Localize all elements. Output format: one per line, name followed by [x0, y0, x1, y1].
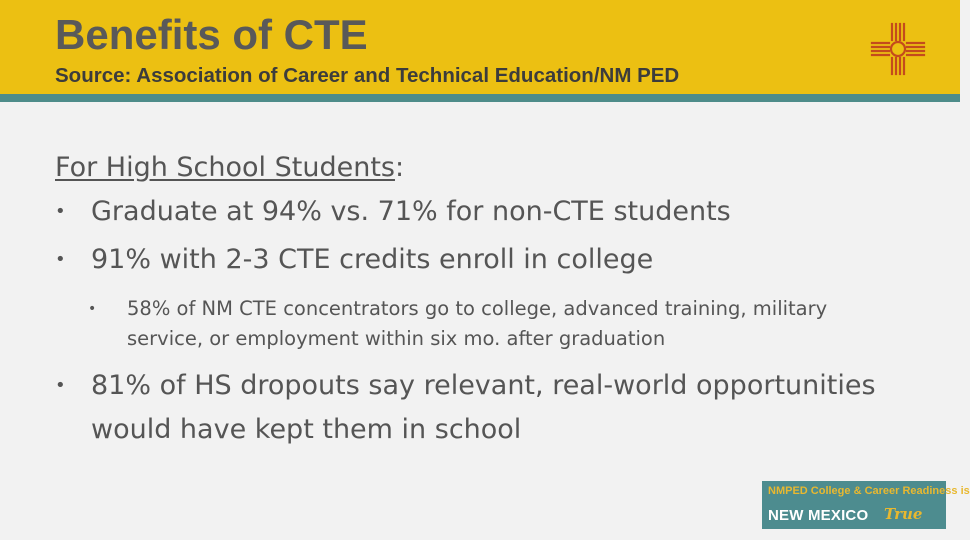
audience-heading	[55, 148, 915, 188]
bullet-marker: •	[55, 375, 66, 396]
list-item	[55, 188, 915, 236]
slide-body	[55, 148, 915, 452]
header-divider	[0, 94, 960, 102]
list-item	[55, 364, 915, 452]
bullet-text: 81% of HS dropouts say relevant, real-world opportunities would have kept them in school	[91, 370, 876, 445]
bullet-list	[55, 188, 915, 452]
bullet-text: Graduate at 94% vs. 71% for non-CTE students	[91, 196, 731, 227]
audience-heading-colon: :	[394, 152, 405, 183]
badge-state-name: NEW MEXICO	[768, 507, 869, 524]
nm-true-logo-badge	[762, 481, 970, 529]
bullet-marker: •	[55, 201, 66, 222]
bullet-text: 91% with 2-3 CTE credits enroll in college	[91, 244, 654, 275]
audience-heading-text: For High School Students	[55, 152, 395, 183]
badge-tagline: NMPED College & Career Readiness is	[768, 485, 970, 497]
slide-subtitle: Source: Association of Career and Technical Education/NM PED	[55, 64, 680, 87]
slide-title: Benefits of CTE	[55, 11, 368, 58]
bullet-marker: •	[55, 249, 66, 270]
sub-bullet-text: 58% of NM CTE concentrators go to college, advanced training, military service, or employment within six mo. after graduation	[127, 297, 828, 350]
badge-true-wordmark: True	[884, 505, 923, 523]
list-item	[55, 236, 915, 284]
sub-list-item	[55, 294, 867, 354]
zia-sun-symbol-icon	[870, 22, 926, 76]
bullet-marker: •	[88, 301, 97, 317]
